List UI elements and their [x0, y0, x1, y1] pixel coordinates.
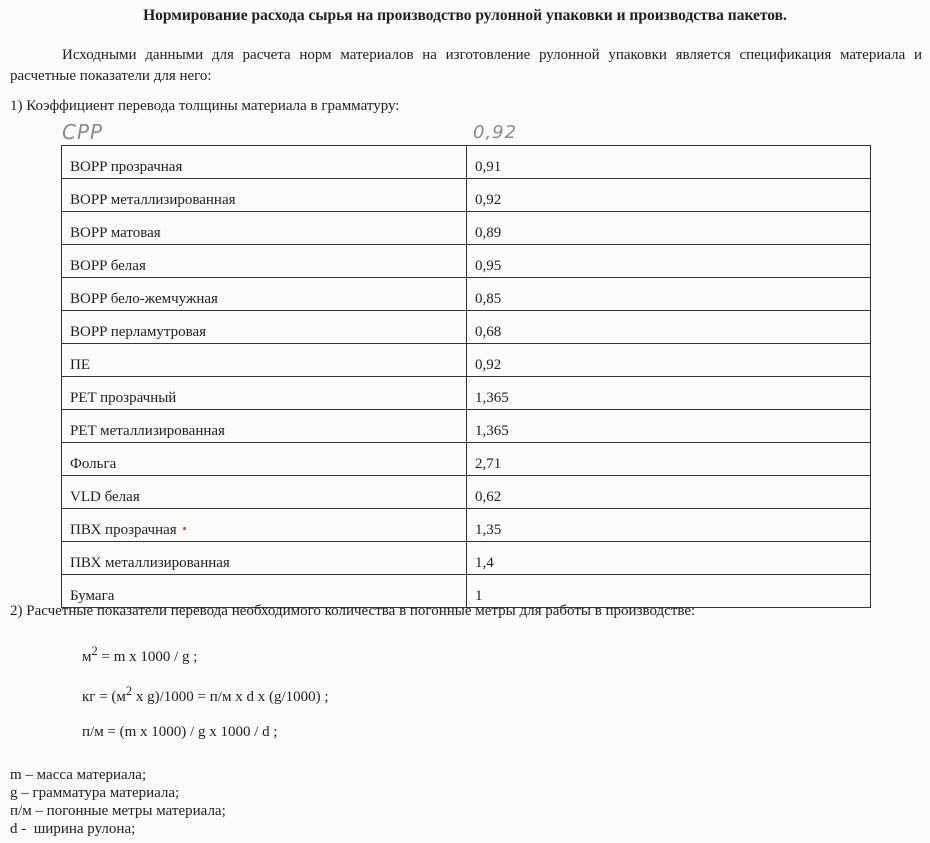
material-name-cell: Фольга — [62, 443, 467, 476]
table-row — [62, 212, 871, 245]
table-row — [62, 311, 871, 344]
formula-mass-part1: кг = (м — [82, 689, 126, 705]
table-row — [62, 278, 871, 311]
table-row — [62, 179, 871, 212]
material-name-cell: Бумага — [62, 575, 467, 608]
legend-item: d - ширина рулона; — [10, 821, 136, 837]
formula-mass-part2: x g)/1000 = п/м x d x (g/1000) ; — [132, 689, 329, 705]
table-row — [62, 542, 871, 575]
coefficient-cell: 0,68 — [467, 311, 871, 344]
formula-length: п/м = (m x 1000) / g x 1000 / d ; — [82, 724, 278, 740]
coefficient-cell: 0,85 — [467, 278, 871, 311]
coefficient-cell: 1 — [467, 575, 871, 608]
legend-item: m – масса материала; — [10, 767, 147, 783]
formula-mass — [82, 684, 329, 706]
coefficient-cell: 1,4 — [467, 542, 871, 575]
table-row — [62, 476, 871, 509]
coefficient-cell: 0,92 — [467, 344, 871, 377]
formula-area-exponent: 2 — [91, 644, 98, 658]
ink-speck — [183, 527, 186, 530]
coefficient-table — [61, 145, 871, 608]
document-title: Нормирование расхода сырья на производство рулонной упаковки и производства пакетов. — [143, 7, 787, 24]
section-2-heading: 2) Расчетные показатели перевода необходимого количества в погонные метры для работы в производстве: — [10, 603, 696, 619]
material-name-cell: BOPP прозрачная — [62, 146, 467, 179]
formula-area-part1: м — [82, 649, 92, 665]
material-name-cell: BOPP перламутровая — [62, 311, 467, 344]
material-name-cell: BOPP металлизированная — [62, 179, 467, 212]
material-name-cell: BOPP матовая — [62, 212, 467, 245]
coefficient-cell: 0,91 — [467, 146, 871, 179]
legend-item: п/м – погонные метры материала; — [10, 803, 226, 819]
handwritten-material: CPP — [62, 120, 104, 144]
material-name-cell: ПЕ — [62, 344, 467, 377]
table-row — [62, 410, 871, 443]
material-name-cell: BOPP бело-жемчужная — [62, 278, 467, 311]
material-name-cell: PET металлизированная — [62, 410, 467, 443]
table-row — [62, 377, 871, 410]
coefficient-cell: 1,365 — [467, 410, 871, 443]
coefficient-cell: 1,35 — [467, 509, 871, 542]
coefficient-cell: 1,365 — [467, 377, 871, 410]
material-name-cell: PET прозрачный — [62, 377, 467, 410]
coefficient-cell: 2,71 — [467, 443, 871, 476]
coefficient-cell: 0,95 — [467, 245, 871, 278]
intro-paragraph: Исходными данными для расчета норм материалов на изготовление рулонной упаковки является спецификация материала и расчетные показатели для него: — [10, 47, 922, 84]
table-row — [62, 509, 871, 542]
table-row — [62, 146, 871, 179]
material-name-cell: ПВХ прозрачная — [62, 509, 467, 542]
coefficient-cell: 0,89 — [467, 212, 871, 245]
section-1-heading: 1) Коэффициент перевода толщины материала в грамматуру: — [10, 98, 400, 114]
coefficient-cell: 0,92 — [467, 179, 871, 212]
table-row — [62, 245, 871, 278]
formula-area — [82, 644, 197, 666]
table-row — [62, 344, 871, 377]
formula-area-part2: = m x 1000 / g ; — [97, 649, 198, 665]
material-name-cell: ПВХ металлизированная — [62, 542, 467, 575]
variable-legend — [10, 766, 226, 838]
material-name-cell: VLD белая — [62, 476, 467, 509]
handwritten-value: 0,92 — [473, 122, 518, 143]
formula-mass-exponent: 2 — [125, 684, 133, 698]
legend-item: g – грамматура материала; — [10, 785, 180, 801]
coefficient-cell: 0,62 — [467, 476, 871, 509]
table-row — [62, 443, 871, 476]
material-name-cell: BOPP белая — [62, 245, 467, 278]
